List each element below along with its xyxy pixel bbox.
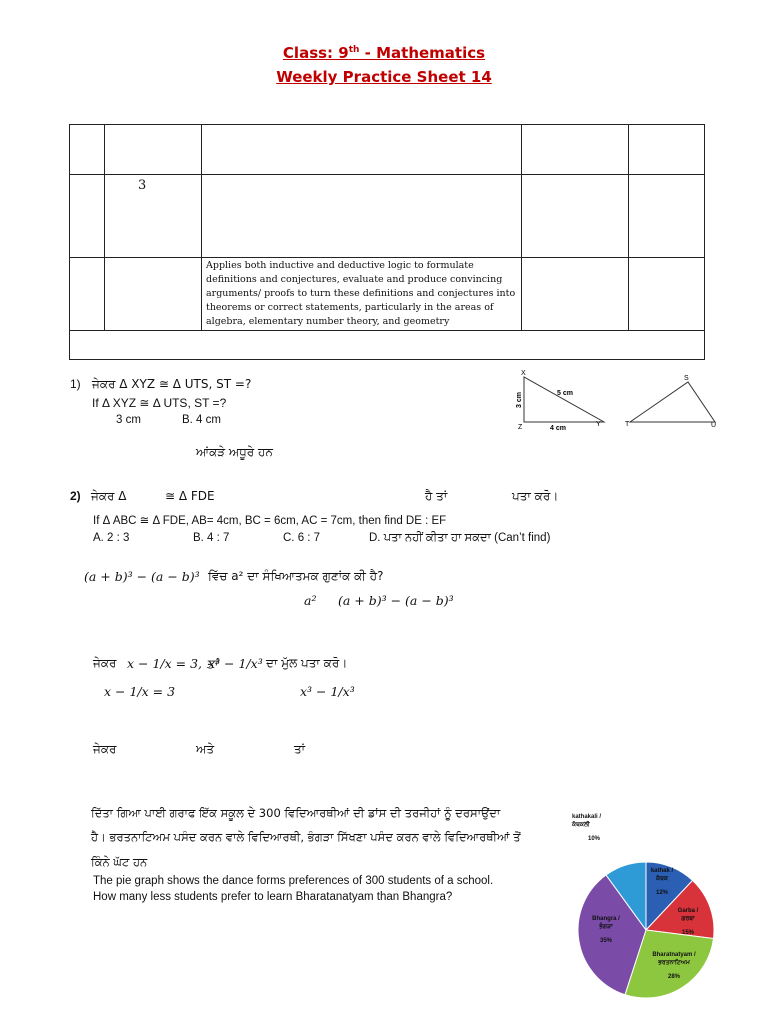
- dance-pie-chart: [560, 800, 728, 1016]
- pie-label-3: Bharatnatyam / ਭਰਤਨਾਟਿਅਮ 28%: [652, 952, 696, 980]
- question-1-punjabi: ਜੇਕਰ Δ XYZ ≅ Δ UTS, ST =?: [92, 377, 252, 391]
- question-6-english-line-2: How many less students prefer to learn Bharatanatyam than Bhangra?: [93, 891, 453, 903]
- question-2-punjabi-then: ਹੈ ਤਾਂ: [425, 489, 448, 503]
- question-5-tan: ਤਾਂ: [294, 742, 306, 756]
- question-1-option-b: B. 4 cm: [182, 414, 221, 426]
- question-6-punjabi-line-2: ਹੈ। ਭਰਤਨਾਟਿਅਮ ਪਸੰਦ ਕਰਨ ਵਾਲੇ ਵਿਦਿਆਰਥੀ, ਭੰਗੜਾ ਸਿੱਖਣਾ ਪਸੰਦ ਕਰਨ ਵਾਲੇ ਵਿਦਿਆਰਥੀਆਂ ਤੋਂ: [91, 830, 521, 844]
- table-cell-outcome-text: Applies both inductive and deductive logic to formulate definitions and conjectures, evaluate and produce convincing arguments/ proofs to turn these definitions and conjectures into theorems or correct statements, particularly in the areas of algebra, elementary number theory, and geometry: [206, 260, 516, 327]
- label-x: X: [521, 370, 526, 377]
- question-4-condition: x − 1/x = 3, ਤਾਂ: [127, 656, 218, 671]
- question-3-term: a²: [304, 593, 317, 608]
- question-3-expression: (a + b)³ − (a − b)³: [84, 569, 200, 584]
- pie-label-0: kathakali / ਕੱਥਕਲੀ 10%: [572, 814, 602, 842]
- question-4-target-2: x³ − 1/x³: [300, 684, 355, 699]
- table-row: [70, 125, 705, 175]
- subject-label: - Mathematics: [359, 44, 486, 62]
- label-z: Z: [518, 424, 523, 431]
- question-2-option-d: D. ਪਤਾ ਨਹੀਂ ਕੀਤਾ ਹਾ ਸਕਦਾ (Can’t find): [369, 532, 551, 544]
- triangle-figure: [512, 368, 726, 434]
- label-t: T: [625, 421, 630, 428]
- question-1-option-a: 3 cm: [116, 414, 141, 426]
- label-base: 4 cm: [550, 425, 566, 432]
- table-row: [70, 331, 705, 360]
- question-1-note: ਆਂਕੜੇ ਅਧੂਰੇ ਹਨ: [196, 445, 273, 459]
- class-label: Class: 9: [282, 44, 349, 62]
- table-cell-value: 3: [138, 178, 147, 193]
- question-4-jekar: ਜੇਕਰ: [93, 656, 117, 670]
- outcome-table: [69, 124, 705, 360]
- question-1-number: 1): [70, 377, 81, 391]
- question-6-punjabi-line-3: ਕਿੰਨੇ ਘੱਟ ਹਨ: [91, 855, 148, 869]
- question-6-english-line-1: The pie graph shows the dance forms preferences of 300 students of a school.: [93, 875, 494, 887]
- label-u: U: [711, 422, 717, 429]
- question-2-option-a: A. 2 : 3: [93, 532, 130, 544]
- table-row: [70, 175, 705, 258]
- label-s: S: [684, 375, 689, 382]
- label-hyp: 5 cm: [557, 390, 573, 397]
- question-2-english: If Δ ABC ≅ Δ FDE, AB= 4cm, BC = 6cm, AC = 7cm, then find DE : EF: [93, 515, 447, 527]
- question-3-expression-2: (a + b)³ − (a − b)³: [338, 593, 454, 608]
- triangle-xyz: [524, 377, 604, 422]
- question-5-ate: ਅਤੇ: [196, 742, 215, 756]
- question-4-target: x³ − 1/x³: [208, 656, 263, 671]
- sheet-title: Weekly Practice Sheet 14: [276, 68, 492, 86]
- question-2-number: 2): [70, 489, 81, 503]
- label-side: 3 cm: [516, 392, 523, 408]
- question-2-punjabi-start: ਜੇਕਰ Δ: [91, 489, 127, 503]
- question-4-condition-2: x − 1/x = 3: [104, 684, 176, 699]
- question-2-punjabi-cong: ≅ Δ FDE: [165, 489, 215, 503]
- question-1-english: If Δ XYZ ≅ Δ UTS, ST =?: [92, 396, 227, 410]
- pie-label-4: Bhangra / ਭੰਗੜਾ 35%: [592, 916, 620, 944]
- question-2-option-c: C. 6 : 7: [283, 532, 321, 544]
- pie-label-1: kathak / ਕੱਥਕ 12%: [650, 868, 674, 896]
- class-title: [0, 44, 768, 62]
- question-2-option-b: B. 4 : 7: [193, 532, 230, 544]
- question-4-punjabi-end: ਦਾ ਮੁੱਲ ਪਤਾ ਕਰੋ।: [266, 656, 348, 670]
- class-superscript: th: [348, 45, 360, 55]
- label-y: Y: [596, 421, 601, 428]
- question-2-punjabi-find: ਪਤਾ ਕਰੋ।: [512, 489, 559, 503]
- table-row: [70, 258, 705, 331]
- triangle-stu: [630, 382, 715, 422]
- pie-label-2: Garba / ਗਰਬਾ 15%: [677, 908, 699, 936]
- question-3-punjabi: ਵਿੱਚ a² ਦਾ ਸੰਖਿਆਤਮਕ ਗੁਣਾਂਕ ਕੀ ਹੈ?: [208, 569, 384, 583]
- question-6-punjabi-line-1: ਦਿੱਤਾ ਗਿਆ ਪਾਈ ਗਰਾਫ ਇੱਕ ਸਕੂਲ ਦੇ 300 ਵਿਦਿਆਰਥੀਆਂ ਦੀ ਡਾਂਸ ਦੀ ਤਰਜੀਹਾਂ ਨੂੰ ਦਰਸਾਉਂਦਾ: [91, 806, 501, 820]
- question-5-jekar: ਜੇਕਰ: [93, 742, 117, 756]
